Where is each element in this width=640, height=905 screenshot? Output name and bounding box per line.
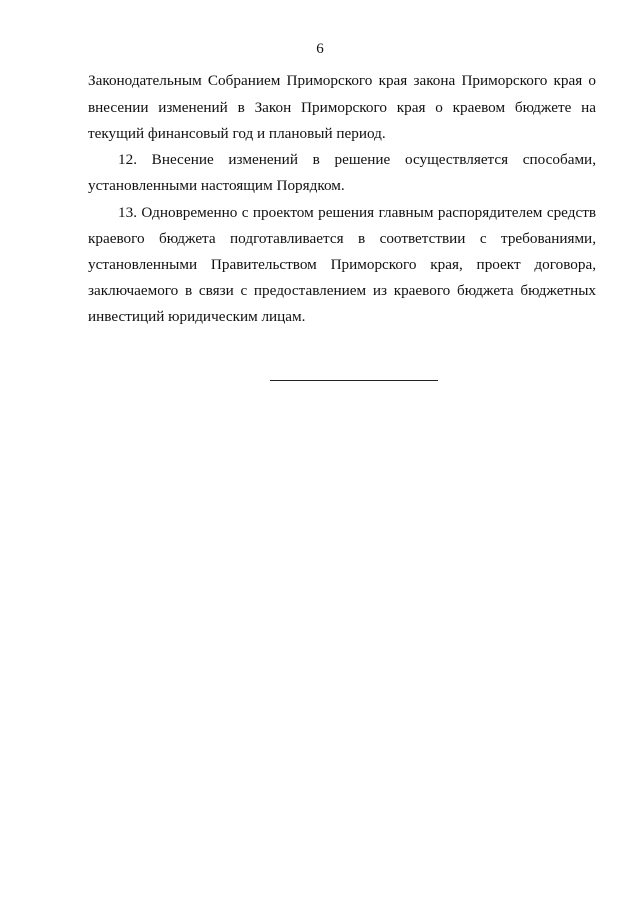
text-line: краевого бюджета подготавливается в соответствии с требованиями, [88,230,596,247]
text-line: текущий финансовый год и плановый период. [88,125,386,142]
text-line: инвестиций юридическим лицам. [88,308,306,325]
text-line: внесении изменений в Закон Приморского края о краевом бюджете на [88,99,596,116]
text-line: установленными Правительством Приморского края, проект договора, [88,256,596,273]
text-line: 13. Одновременно с проектом решения главным распорядителем средств [118,204,596,221]
end-divider-line [270,380,438,381]
text-line: установленными настоящим Порядком. [88,177,345,194]
text-line: 12. Внесение изменений в решение осуществляется способами, [118,151,596,168]
page-number: 6 [316,41,324,57]
text-line: Законодательным Собранием Приморского края закона Приморского края о [88,72,596,89]
text-line: заключаемого в связи с предоставлением из краевого бюджета бюджетных [88,282,596,299]
